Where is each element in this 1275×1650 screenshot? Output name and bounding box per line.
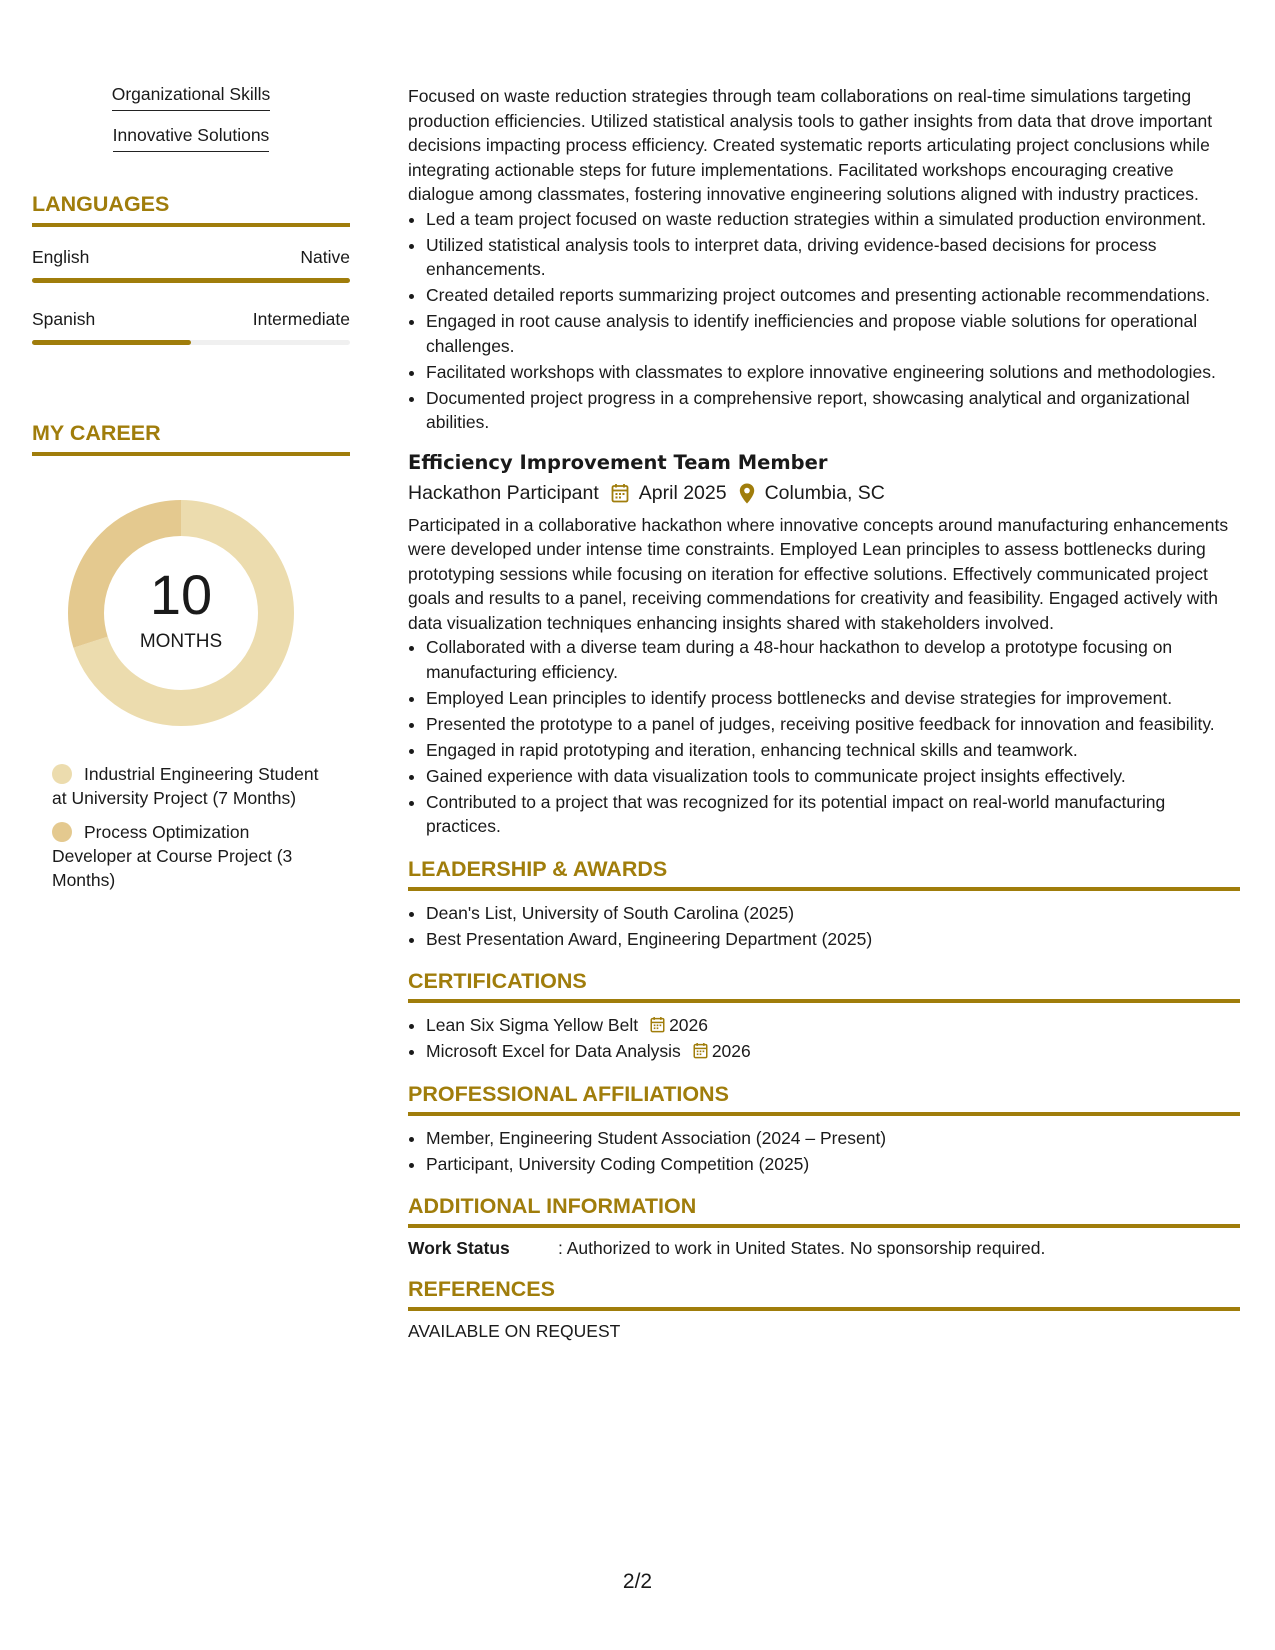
certification-name: Microsoft Excel for Data Analysis [426,1041,681,1061]
language-english [32,247,350,283]
career-heading: MY CAREER [32,421,350,456]
main-content [408,84,1240,1342]
page-number: 2/2 [622,1570,653,1593]
affiliations-list [408,1126,1240,1177]
list-item: • Member, Engineering Student Association (2024 – Present) [426,1126,1240,1151]
language-bar [32,278,350,283]
career-total: 10 [149,563,213,626]
job-meta [408,482,1240,505]
list-item: • Presented the prototype to a panel of judges, receiving positive feedback for innovation and feasibility. [426,712,1240,737]
certification-year: 2026 [669,1015,709,1035]
certification-year: 2026 [711,1041,751,1061]
list-item: • Led a team project focused on waste reduction strategies within a simulated production environment. [426,207,1240,232]
list-item: • Created detailed reports summarizing project outcomes and presenting actionable recommendations. [426,283,1240,308]
certification-item [426,1013,1240,1038]
career-legend-item [52,820,322,892]
certifications-list [408,1013,1240,1064]
work-status-label: Work Status [408,1238,510,1258]
career-unit: MONTHS [139,631,223,652]
job-paragraph: Participated in a collaborative hackathon where innovative concepts around manufacturing enhancements were developed under intense time constraints. Employed Lean principles to assess bottlenecks during prototyping sessions while focusing on iteration for effective solutions. Effectively communicated project goals and results to a panel, receiving commendations for creativity and feasibility. Engaged actively with data visualization techniques enhancing insights shared with stakeholders involved. [408,514,1229,633]
list-item: • Utilized statistical analysis tools to interpret data, driving evidence-based decisions for process enhancements. [426,233,1240,282]
job-bullets [408,635,1240,839]
references-text: AVAILABLE ON REQUEST [408,1321,621,1341]
leadership-list [408,901,1240,952]
certification-item [426,1039,1240,1064]
career-donut-chart [68,500,294,726]
calendar-icon [693,1042,708,1059]
certifications-heading: CERTIFICATIONS [408,969,1240,1003]
certification-name: Lean Six Sigma Yellow Belt [426,1015,639,1035]
list-item: • Gained experience with data visualization tools to communicate project insights effectively. [426,764,1240,789]
list-item: • Contributed to a project that was recognized for its potential impact on real-world manufacturing practices. [426,790,1240,839]
location-pin-icon [739,483,755,504]
language-name: English [32,247,90,267]
language-bar-fill [32,340,191,345]
legend-label: Process Optimization Developer at Course Project (3 Months) [52,822,293,890]
list-item: • Documented project progress in a comprehensive report, showcasing analytical and organizational abilities. [426,386,1240,435]
list-item: • Participant, University Coding Competition (2025) [426,1152,1240,1177]
intro-bullets [408,207,1240,435]
affiliations-heading: PROFESSIONAL AFFILIATIONS [408,1082,1240,1116]
language-bar-fill [32,278,350,283]
additional-heading: ADDITIONAL INFORMATION [408,1194,1240,1228]
list-item: • Engaged in root cause analysis to identify inefficiencies and propose viable solutions for operational challenges. [426,309,1240,358]
list-item: • Collaborated with a diverse team during a 48-hour hackathon to develop a prototype focusing on manufacturing efficiency. [426,635,1240,684]
job-company: Hackathon Participant [408,481,599,504]
work-status-row [408,1238,1240,1259]
work-status-value: : Authorized to work in United States. No sponsorship required. [558,1238,1046,1258]
languages-heading: LANGUAGES [32,192,350,227]
list-item: • Engaged in rapid prototyping and iteration, enhancing technical skills and teamwork. [426,738,1240,763]
list-item: • Best Presentation Award, Engineering Department (2025) [426,927,1240,952]
list-item: • Facilitated workshops with classmates to explore innovative engineering solutions and methodologies. [426,360,1240,385]
legend-label: Industrial Engineering Student at University Project (7 Months) [52,764,319,808]
intro-paragraph: Focused on waste reduction strategies through team collaborations on real-time simulations targeting production efficiencies. Utilized statistical analysis tools to gather insights from data that drove important decisions impacting process efficiency. Created systematic reports articulating project conclusions while integrating actionable steps for future implementations. Facilitated workshops encouraging creative dialogue among classmates, fostering innovative engineering solutions aligned with industry practices. [408,86,1213,204]
list-item: • Employed Lean principles to identify process bottlenecks and devise strategies for improvement. [426,686,1240,711]
language-level: Intermediate [252,309,350,329]
references-heading: REFERENCES [408,1277,1240,1311]
job-title: Efficiency Improvement Team Member [408,450,828,474]
job-date: April 2025 [638,481,727,504]
calendar-icon [611,483,629,503]
language-spanish [32,309,350,345]
skill-item: Innovative Solutions [113,125,270,152]
list-item: • Dean's List, University of South Carolina (2025) [426,901,1240,926]
career-legend-item [52,762,322,810]
sidebar [32,84,350,902]
calendar-icon [650,1016,665,1033]
language-bar [32,340,350,345]
legend-dot [52,764,72,784]
job-location: Columbia, SC [764,481,885,504]
language-name: Spanish [32,309,96,329]
leadership-heading: LEADERSHIP & AWARDS [408,857,1240,891]
career-legend [52,762,322,892]
language-level: Native [300,247,350,267]
skill-item: Organizational Skills [112,84,271,111]
legend-dot [52,822,72,842]
